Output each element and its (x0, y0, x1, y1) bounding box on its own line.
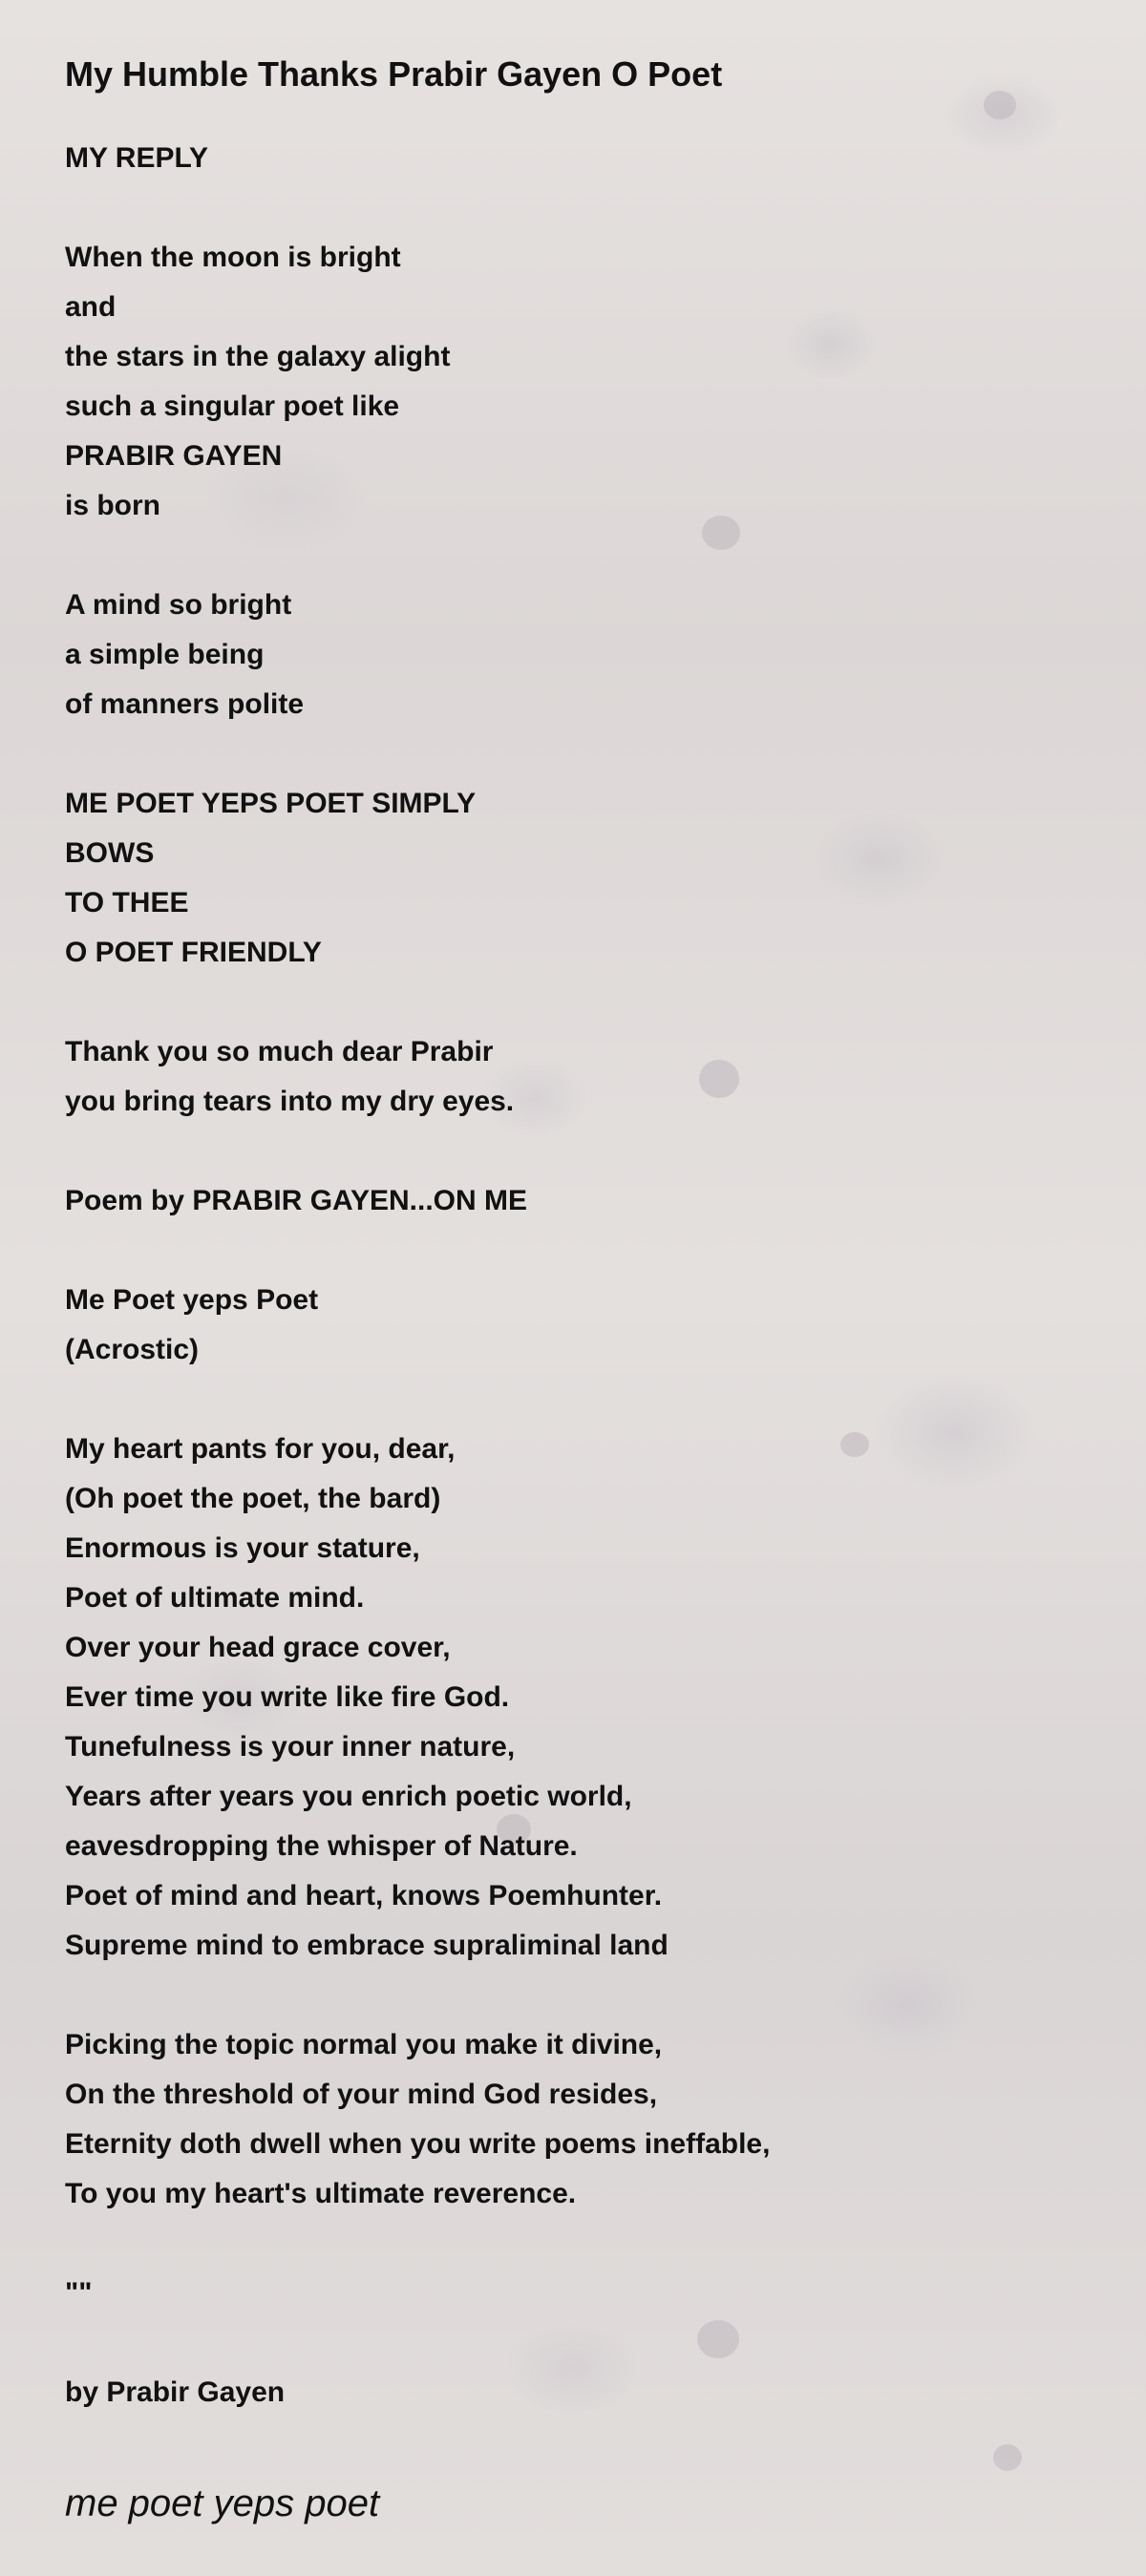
poem-line: (Acrostic) (65, 1334, 200, 1365)
poem-line: ME POET YEPS POET SIMPLY (65, 788, 477, 819)
stanza-break (65, 2219, 1096, 2269)
poem-line: such a singular poet like (65, 391, 400, 422)
poem-line: Tunefulness is your inner nature, (65, 1731, 516, 1763)
poem-line: "" (65, 2277, 93, 2309)
stanza-break (65, 183, 1096, 233)
poem-line: My heart pants for you, dear, (65, 1433, 456, 1465)
poem-line: A mind so bright (65, 589, 292, 621)
poem-line: (Oh poet the poet, the bard) (65, 1483, 441, 1514)
poem-line: Enormous is your stature, (65, 1532, 420, 1564)
stanza-break (65, 1971, 1096, 2020)
poem-line: On the threshold of your mind God resides, (65, 2079, 658, 2110)
stanza-break (65, 1226, 1096, 1276)
poem-line: Ever time you write like fire God. (65, 1681, 510, 1713)
stanza-break (65, 978, 1096, 1027)
poem-subtitle: me poet yeps poet (65, 2482, 380, 2524)
poem-line: and (65, 291, 117, 323)
poem-line: a simple being (65, 639, 265, 670)
poem-line: PRABIR GAYEN (65, 440, 283, 472)
background-ink-spot (993, 2444, 1022, 2471)
poem-line: Eternity doth dwell when you write poems ineffable, (65, 2128, 771, 2160)
poem-line: Supreme mind to embrace supraliminal land (65, 1930, 668, 1961)
poem-line: BOWS (65, 837, 155, 869)
poem-line: eavesdropping the whisper of Nature. (65, 1830, 578, 1862)
poem-line: Poet of ultimate mind. (65, 1582, 365, 1614)
poem-line: MY REPLY (65, 142, 209, 174)
stanza-break (65, 1375, 1096, 1425)
poem-title: My Humble Thanks Prabir Gayen O Poet (65, 54, 723, 94)
poem-line: When the moon is bright (65, 242, 401, 273)
poem-line: Poet of mind and heart, knows Poemhunter. (65, 1880, 663, 1911)
stanza-break (65, 1127, 1096, 1176)
poem-line: Me Poet yeps Poet (65, 1284, 319, 1316)
poem-line: of manners polite (65, 688, 305, 720)
poem-line: O POET FRIENDLY (65, 937, 322, 968)
stanza-break (65, 729, 1096, 779)
poem-line: is born (65, 490, 161, 521)
poem-line: the stars in the galaxy alight (65, 341, 451, 372)
stanza-break (65, 531, 1096, 581)
poem-line: Picking the topic normal you make it divine, (65, 2029, 663, 2060)
poem-line: Years after years you enrich poetic world, (65, 1781, 632, 1812)
poem-line: TO THEE (65, 887, 189, 918)
poem-body (65, 134, 1096, 2318)
poem-line: Over your head grace cover, (65, 1632, 451, 1663)
poem-line: Thank you so much dear Prabir (65, 1036, 494, 1067)
poem-content (65, 50, 1096, 2418)
poem-line: Poem by PRABIR GAYEN...ON ME (65, 1185, 527, 1216)
poem-author: by Prabir Gayen (65, 2376, 286, 2408)
poem-line: you bring tears into my dry eyes. (65, 1086, 515, 1117)
poem-line: To you my heart's ultimate reverence. (65, 2178, 577, 2209)
